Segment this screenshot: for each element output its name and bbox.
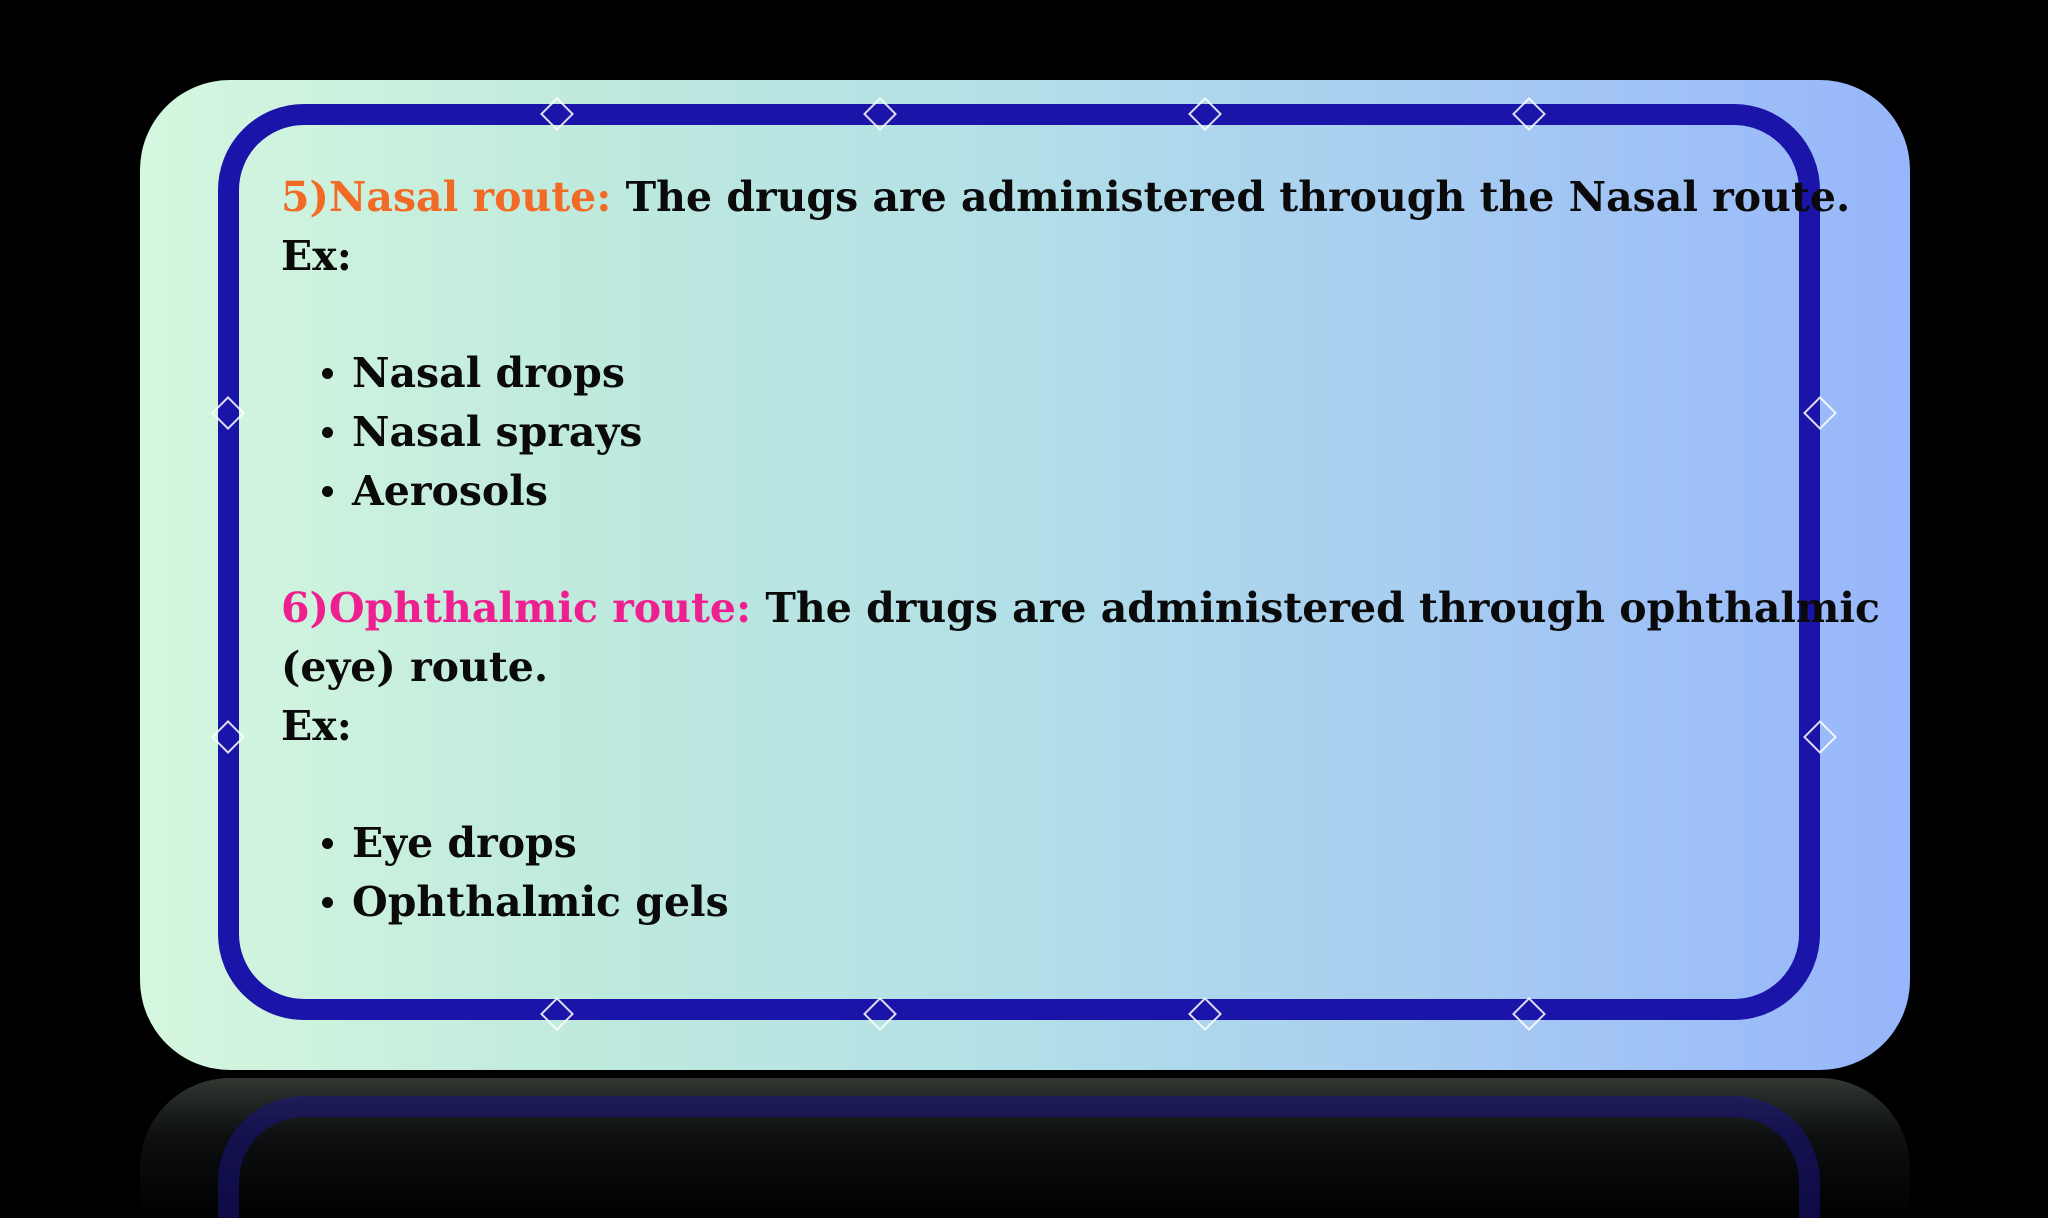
section-6-examples-list (281, 814, 1781, 932)
section-6-text: The drugs are administered through ophthalmic (751, 584, 1880, 632)
section-5-statement (281, 168, 1851, 227)
section-6-ex-label: Ex: (281, 702, 352, 750)
section-5-examples-list (281, 344, 1781, 521)
list-item: Nasal sprays (352, 403, 1781, 462)
slide-reflection-frame (218, 1096, 1820, 1218)
slide-content (281, 168, 1880, 932)
list-item: Aerosols (352, 462, 1781, 521)
section-5-text: The drugs are administered through the Nasal route. (611, 173, 1851, 221)
section-6-statement (281, 579, 1880, 638)
list-item: Ophthalmic gels (352, 873, 1781, 932)
list-item: Nasal drops (352, 344, 1781, 403)
spacer (281, 756, 1781, 814)
section-6-text-continued: (eye) route. (281, 643, 549, 691)
section-6-heading: 6)Ophthalmic route: (281, 584, 752, 632)
list-item: Eye drops (352, 814, 1781, 873)
spacer (281, 286, 1781, 344)
slide-reflection (140, 1078, 1910, 1218)
section-5-ex-label: Ex: (281, 232, 352, 280)
spacer (281, 521, 1781, 579)
section-5-heading: 5)Nasal route: (281, 173, 612, 221)
